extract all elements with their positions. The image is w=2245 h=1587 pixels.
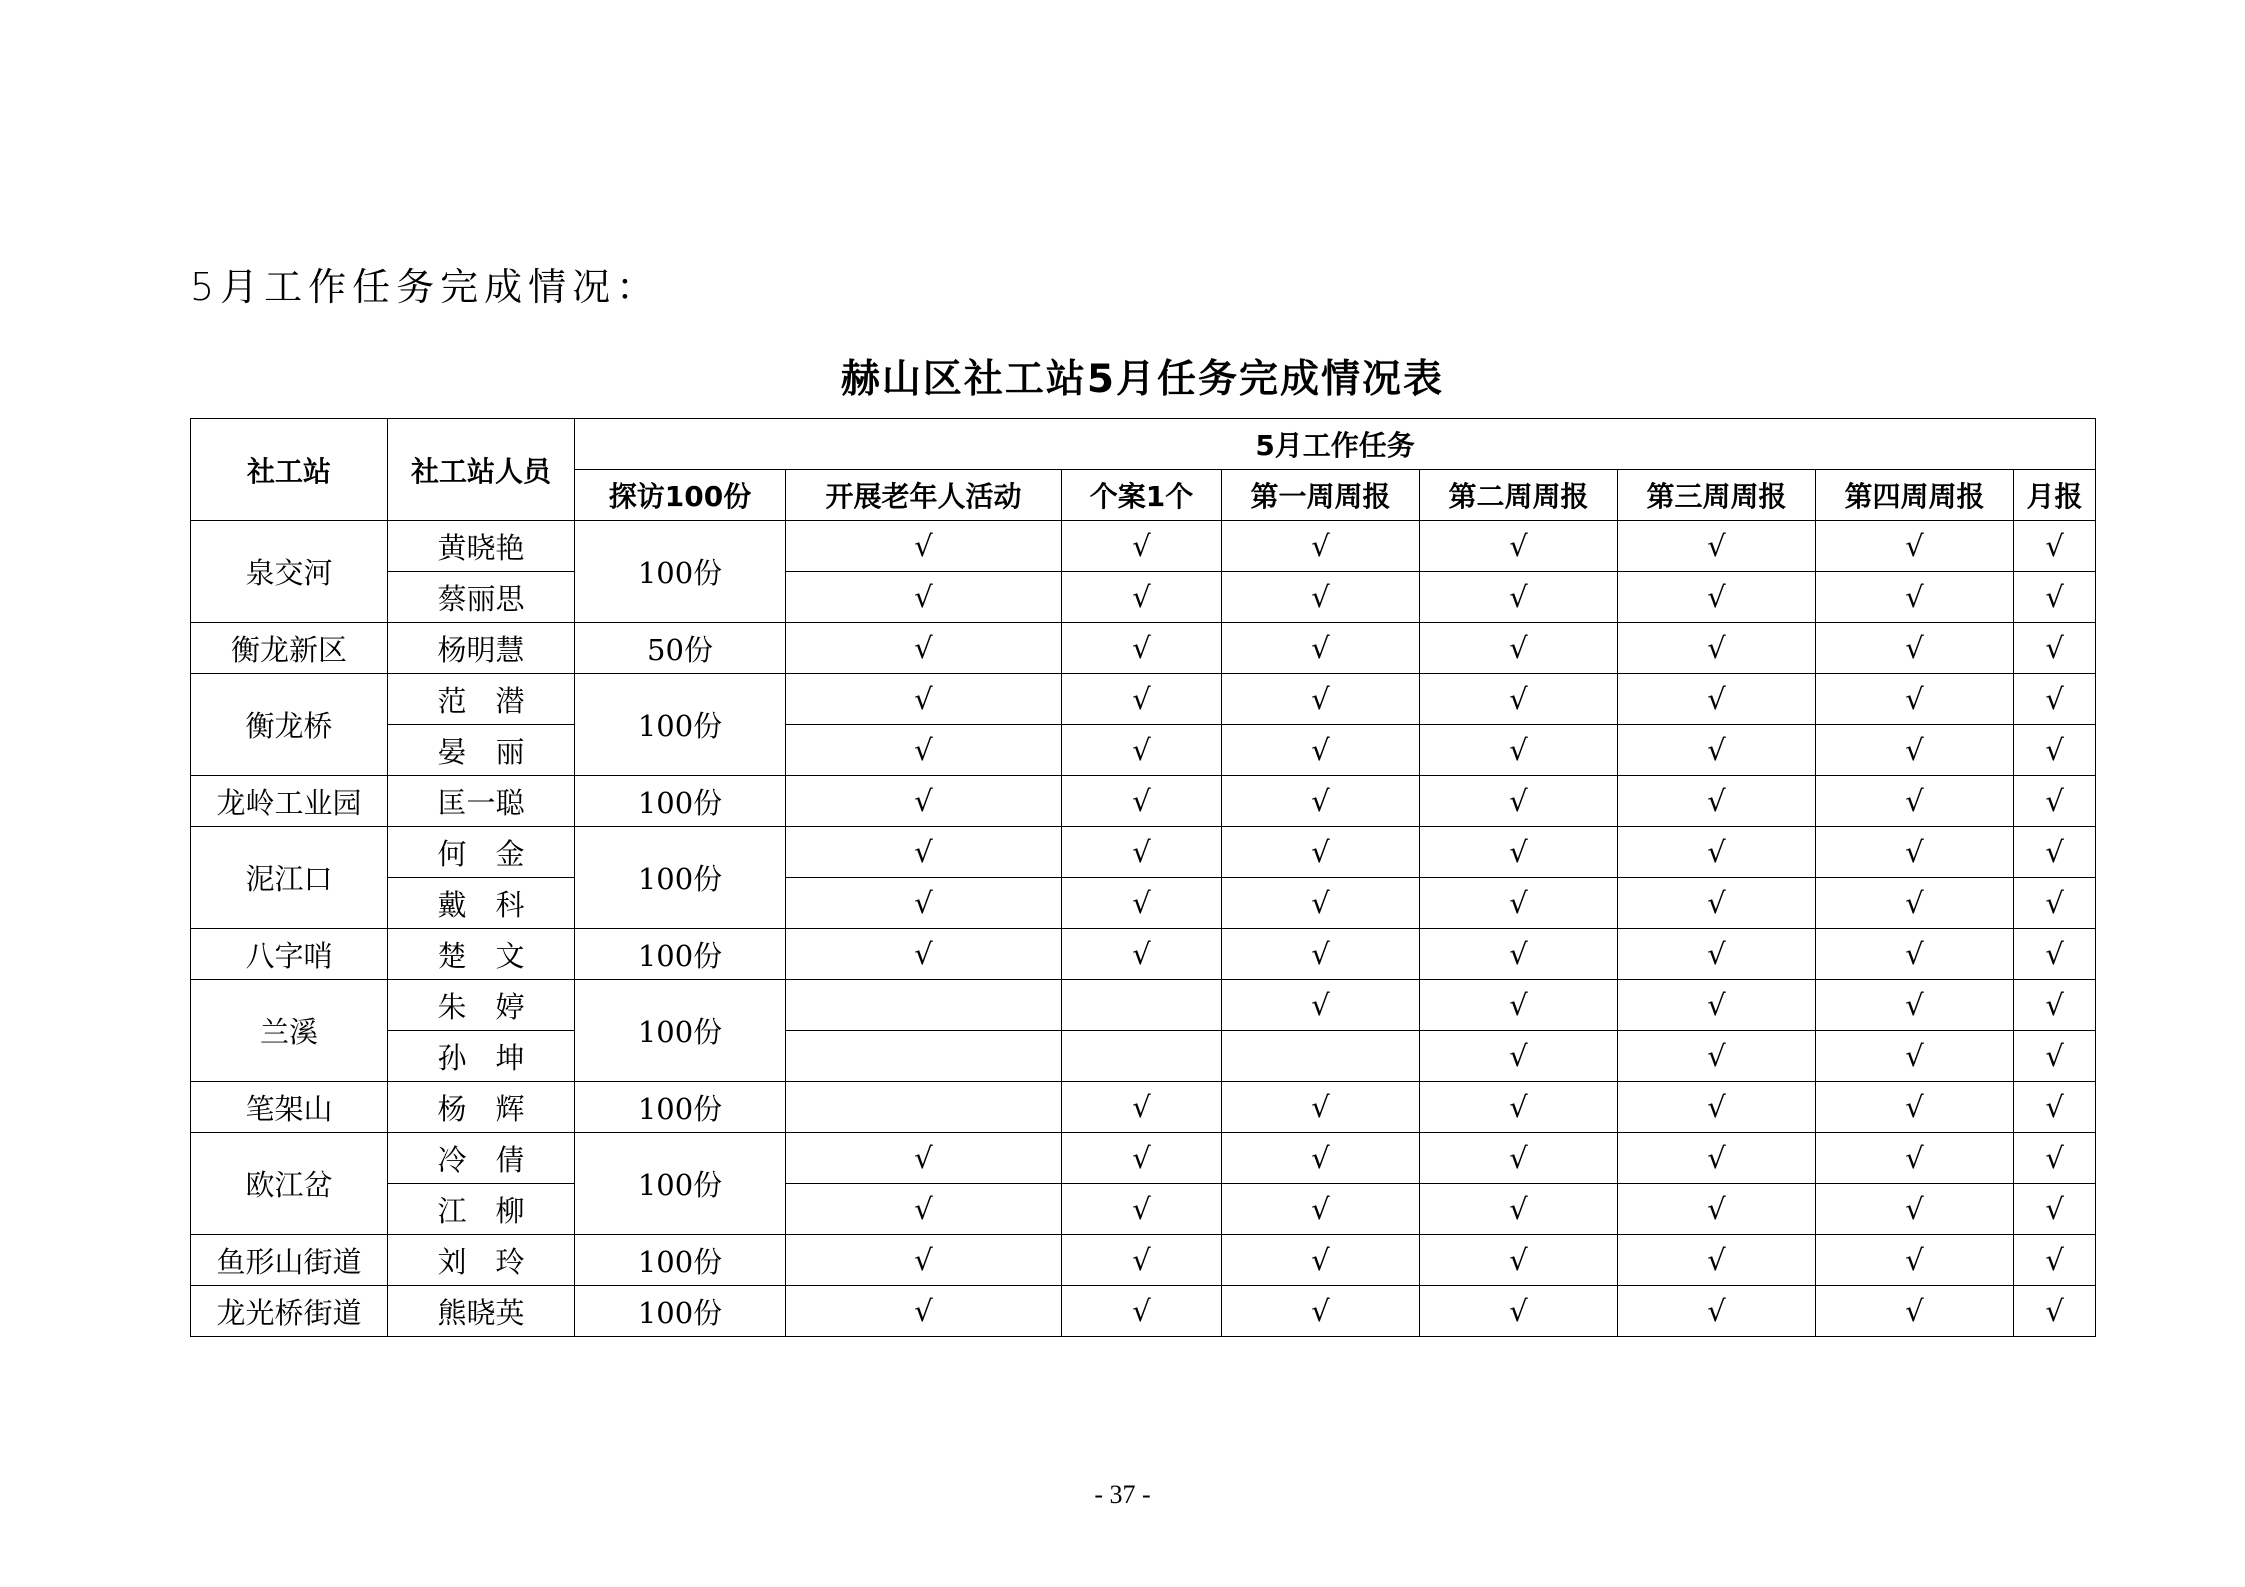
check-mark-icon: √ <box>1132 835 1151 869</box>
check-mark-icon: √ <box>1905 529 1924 563</box>
task-check-cell <box>2014 878 2096 929</box>
check-mark-icon: √ <box>1311 733 1330 767</box>
task-check-cell <box>1618 1133 1816 1184</box>
check-mark-icon: √ <box>914 784 933 818</box>
check-mark-icon: √ <box>1509 631 1528 665</box>
task-check-cell <box>1816 929 2014 980</box>
task-check-cell <box>1062 725 1222 776</box>
station-name-cell: 龙光桥街道 <box>191 1286 388 1337</box>
task-check-cell <box>1816 878 2014 929</box>
person-name-cell: 范 潜 <box>388 674 575 725</box>
task-check-cell <box>786 878 1062 929</box>
check-mark-icon: √ <box>1707 580 1726 614</box>
check-mark-icon: √ <box>914 1294 933 1328</box>
check-mark-icon: √ <box>1509 937 1528 971</box>
task-check-cell <box>1420 623 1618 674</box>
check-mark-icon: √ <box>914 886 933 920</box>
station-name-cell: 鱼形山街道 <box>191 1235 388 1286</box>
check-mark-icon: √ <box>1707 529 1726 563</box>
task-check-cell <box>1222 980 1420 1031</box>
person-name-cell: 江 柳 <box>388 1184 575 1235</box>
check-mark-icon: √ <box>1311 529 1330 563</box>
check-mark-icon: √ <box>1509 529 1528 563</box>
station-column-header: 社工站 <box>191 419 388 521</box>
task-check-cell <box>1222 1082 1420 1133</box>
task-check-cell <box>1222 1184 1420 1235</box>
check-mark-icon: √ <box>1707 1090 1726 1124</box>
visits-count-cell: 100份 <box>575 521 786 623</box>
task-check-cell <box>1618 674 1816 725</box>
station-name-cell: 兰溪 <box>191 980 388 1082</box>
task-check-cell <box>2014 623 2096 674</box>
check-mark-icon: √ <box>1707 631 1726 665</box>
check-mark-icon: √ <box>1905 1141 1924 1175</box>
check-mark-icon: √ <box>1905 580 1924 614</box>
visits-count-cell: 100份 <box>575 1235 786 1286</box>
task-check-cell <box>1222 1133 1420 1184</box>
task-check-cell <box>1816 776 2014 827</box>
check-mark-icon: √ <box>1132 1141 1151 1175</box>
task-check-cell <box>2014 1031 2096 1082</box>
task-check-cell <box>1222 878 1420 929</box>
visits-count-cell: 100份 <box>575 776 786 827</box>
check-mark-icon: √ <box>1509 1192 1528 1226</box>
task-check-cell <box>1420 827 1618 878</box>
check-mark-icon: √ <box>914 682 933 716</box>
check-mark-icon: √ <box>1311 1090 1330 1124</box>
task-check-cell <box>1420 1133 1618 1184</box>
station-name-cell: 欧江岔 <box>191 1133 388 1235</box>
task-check-cell <box>2014 521 2096 572</box>
check-mark-icon: √ <box>1509 784 1528 818</box>
task-check-cell <box>2014 1235 2096 1286</box>
table-row <box>191 1235 2096 1286</box>
check-mark-icon: √ <box>1509 1294 1528 1328</box>
task-check-cell <box>1420 1031 1618 1082</box>
check-mark-icon: √ <box>1509 1141 1528 1175</box>
task-check-cell <box>786 572 1062 623</box>
check-mark-icon: √ <box>1905 631 1924 665</box>
task-header-week4-report: 第四周周报 <box>1816 470 2014 521</box>
table-row <box>191 674 2096 725</box>
task-check-cell <box>1816 521 2014 572</box>
task-check-cell <box>1618 827 1816 878</box>
person-name-cell: 刘 玲 <box>388 1235 575 1286</box>
person-name-cell: 杨 辉 <box>388 1082 575 1133</box>
task-check-cell <box>1062 929 1222 980</box>
task-check-cell <box>1618 980 1816 1031</box>
task-check-cell <box>786 674 1062 725</box>
check-mark-icon: √ <box>914 1243 933 1277</box>
check-mark-icon: √ <box>1707 733 1726 767</box>
task-header-elderly-activity: 开展老年人活动 <box>786 470 1062 521</box>
check-mark-icon: √ <box>2045 1141 2064 1175</box>
task-check-cell <box>1222 725 1420 776</box>
check-mark-icon: √ <box>1132 631 1151 665</box>
page-number: - 37 - <box>1094 1480 1151 1509</box>
task-check-cell <box>1420 572 1618 623</box>
station-name-cell: 笔架山 <box>191 1082 388 1133</box>
check-mark-icon: √ <box>1311 988 1330 1022</box>
person-name-cell: 冷 倩 <box>388 1133 575 1184</box>
task-check-cell <box>1062 980 1222 1031</box>
check-mark-icon: √ <box>2045 784 2064 818</box>
task-check-cell <box>1062 1082 1222 1133</box>
check-mark-icon: √ <box>1707 835 1726 869</box>
check-mark-icon: √ <box>1707 1141 1726 1175</box>
check-mark-icon: √ <box>1132 529 1151 563</box>
station-name-cell: 泉交河 <box>191 521 388 623</box>
person-name-cell: 孙 坤 <box>388 1031 575 1082</box>
table-row <box>191 1082 2096 1133</box>
check-mark-icon: √ <box>1132 1192 1151 1226</box>
check-mark-icon: √ <box>914 529 933 563</box>
task-check-cell <box>1816 827 2014 878</box>
task-check-cell <box>786 1184 1062 1235</box>
task-check-cell <box>1618 1184 1816 1235</box>
task-check-cell <box>1222 929 1420 980</box>
check-mark-icon: √ <box>1509 1039 1528 1073</box>
task-check-cell <box>1222 827 1420 878</box>
task-check-cell <box>786 725 1062 776</box>
check-mark-icon: √ <box>2045 988 2064 1022</box>
task-check-cell <box>1618 725 1816 776</box>
task-check-cell <box>1420 521 1618 572</box>
check-mark-icon: √ <box>1707 988 1726 1022</box>
task-check-cell <box>1420 776 1618 827</box>
table-row <box>191 1286 2096 1337</box>
task-check-cell <box>1222 521 1420 572</box>
person-name-cell: 黄晓艳 <box>388 521 575 572</box>
task-header-week2-report: 第二周周报 <box>1420 470 1618 521</box>
task-check-cell <box>1618 878 1816 929</box>
check-mark-icon: √ <box>1509 988 1528 1022</box>
table-row <box>191 776 2096 827</box>
check-mark-icon: √ <box>1132 784 1151 818</box>
check-mark-icon: √ <box>1311 631 1330 665</box>
check-mark-icon: √ <box>1905 733 1924 767</box>
task-check-cell <box>786 1133 1062 1184</box>
check-mark-icon: √ <box>2045 682 2064 716</box>
check-mark-icon: √ <box>1132 1294 1151 1328</box>
check-mark-icon: √ <box>914 1141 933 1175</box>
check-mark-icon: √ <box>1132 1243 1151 1277</box>
check-mark-icon: √ <box>914 580 933 614</box>
task-check-cell <box>1062 674 1222 725</box>
table-row <box>191 1133 2096 1184</box>
table-row <box>191 929 2096 980</box>
check-mark-icon: √ <box>1311 682 1330 716</box>
visits-count-cell: 100份 <box>575 929 786 980</box>
check-mark-icon: √ <box>2045 1243 2064 1277</box>
check-mark-icon: √ <box>1707 784 1726 818</box>
station-name-cell: 龙岭工业园 <box>191 776 388 827</box>
task-check-cell <box>2014 980 2096 1031</box>
table-row <box>191 878 2096 929</box>
table-row <box>191 725 2096 776</box>
task-check-cell <box>1062 1133 1222 1184</box>
check-mark-icon: √ <box>914 937 933 971</box>
table-row <box>191 623 2096 674</box>
table-row <box>191 1031 2096 1082</box>
table-body <box>191 521 2096 1337</box>
task-check-cell <box>1222 674 1420 725</box>
check-mark-icon: √ <box>1905 682 1924 716</box>
check-mark-icon: √ <box>1707 1243 1726 1277</box>
task-check-cell <box>1062 1235 1222 1286</box>
header-row-1 <box>191 419 2096 470</box>
check-mark-icon: √ <box>1311 784 1330 818</box>
task-check-cell <box>1816 1082 2014 1133</box>
task-check-cell <box>1618 1235 1816 1286</box>
table-row <box>191 1184 2096 1235</box>
task-check-cell <box>786 1235 1062 1286</box>
check-mark-icon: √ <box>914 631 933 665</box>
check-mark-icon: √ <box>2045 1294 2064 1328</box>
check-mark-icon: √ <box>1707 886 1726 920</box>
check-mark-icon: √ <box>1509 835 1528 869</box>
check-mark-icon: √ <box>914 733 933 767</box>
task-check-cell <box>1420 929 1618 980</box>
check-mark-icon: √ <box>1311 886 1330 920</box>
check-mark-icon: √ <box>1905 1192 1924 1226</box>
task-check-cell <box>1618 623 1816 674</box>
person-name-cell: 匡一聪 <box>388 776 575 827</box>
check-mark-icon: √ <box>1707 1192 1726 1226</box>
check-mark-icon: √ <box>1509 1243 1528 1277</box>
visits-count-cell: 100份 <box>575 1133 786 1235</box>
task-check-cell <box>1062 1184 1222 1235</box>
check-mark-icon: √ <box>2045 529 2064 563</box>
task-check-cell <box>1816 1235 2014 1286</box>
check-mark-icon: √ <box>914 835 933 869</box>
task-check-cell <box>1420 1082 1618 1133</box>
check-mark-icon: √ <box>1905 988 1924 1022</box>
check-mark-icon: √ <box>1132 580 1151 614</box>
task-check-cell <box>1222 623 1420 674</box>
person-name-cell: 蔡丽思 <box>388 572 575 623</box>
task-check-cell <box>786 929 1062 980</box>
task-check-cell <box>1816 1031 2014 1082</box>
check-mark-icon: √ <box>1707 937 1726 971</box>
task-completion-table <box>190 418 2096 1337</box>
intro-heading: 5月工作任务完成情况： <box>190 265 661 309</box>
check-mark-icon: √ <box>1905 1243 1924 1277</box>
task-check-cell <box>1222 1286 1420 1337</box>
task-check-cell <box>1816 674 2014 725</box>
person-name-cell: 何 金 <box>388 827 575 878</box>
task-check-cell <box>786 1082 1062 1133</box>
person-name-cell: 戴 科 <box>388 878 575 929</box>
check-mark-icon: √ <box>1905 1039 1924 1073</box>
task-check-cell <box>1618 776 1816 827</box>
check-mark-icon: √ <box>1311 937 1330 971</box>
task-check-cell <box>786 521 1062 572</box>
task-check-cell <box>1420 674 1618 725</box>
check-mark-icon: √ <box>1905 937 1924 971</box>
task-check-cell <box>786 776 1062 827</box>
task-check-cell <box>1420 878 1618 929</box>
check-mark-icon: √ <box>1311 580 1330 614</box>
check-mark-icon: √ <box>1509 1090 1528 1124</box>
task-check-cell <box>786 980 1062 1031</box>
check-mark-icon: √ <box>1132 1090 1151 1124</box>
task-check-cell <box>2014 1286 2096 1337</box>
person-column-header: 社工站人员 <box>388 419 575 521</box>
visits-count-cell: 100份 <box>575 1082 786 1133</box>
visits-count-cell: 100份 <box>575 827 786 929</box>
check-mark-icon: √ <box>1905 1090 1924 1124</box>
person-name-cell: 朱 婷 <box>388 980 575 1031</box>
task-check-cell <box>1062 572 1222 623</box>
visits-count-cell: 100份 <box>575 674 786 776</box>
task-check-cell <box>1816 572 2014 623</box>
check-mark-icon: √ <box>1311 1141 1330 1175</box>
task-check-cell <box>2014 827 2096 878</box>
check-mark-icon: √ <box>1707 1039 1726 1073</box>
task-check-cell <box>1062 1031 1222 1082</box>
task-header-case: 个案1个 <box>1062 470 1222 521</box>
visits-count-cell: 100份 <box>575 1286 786 1337</box>
check-mark-icon: √ <box>2045 1090 2064 1124</box>
person-name-cell: 熊晓英 <box>388 1286 575 1337</box>
task-check-cell <box>1062 1286 1222 1337</box>
task-check-cell <box>1816 623 2014 674</box>
check-mark-icon: √ <box>1311 1192 1330 1226</box>
table-row <box>191 827 2096 878</box>
check-mark-icon: √ <box>1132 937 1151 971</box>
check-mark-icon: √ <box>1905 1294 1924 1328</box>
task-check-cell <box>1222 572 1420 623</box>
table-row <box>191 980 2096 1031</box>
task-check-cell <box>1816 1184 2014 1235</box>
check-mark-icon: √ <box>2045 580 2064 614</box>
check-mark-icon: √ <box>1132 682 1151 716</box>
task-check-cell <box>1618 1082 1816 1133</box>
task-check-cell <box>1420 1184 1618 1235</box>
task-check-cell <box>1062 521 1222 572</box>
table-row <box>191 572 2096 623</box>
task-check-cell <box>1816 1133 2014 1184</box>
station-name-cell: 八字哨 <box>191 929 388 980</box>
station-name-cell: 衡龙新区 <box>191 623 388 674</box>
table-title: 赫山区社工站5月任务完成情况表 <box>840 357 1445 402</box>
task-check-cell <box>1816 980 2014 1031</box>
task-check-cell <box>786 1031 1062 1082</box>
check-mark-icon: √ <box>1311 835 1330 869</box>
task-check-cell <box>786 827 1062 878</box>
check-mark-icon: √ <box>1311 1294 1330 1328</box>
check-mark-icon: √ <box>1509 886 1528 920</box>
visits-count-cell: 50份 <box>575 623 786 674</box>
check-mark-icon: √ <box>1132 886 1151 920</box>
task-check-cell <box>786 623 1062 674</box>
person-name-cell: 楚 文 <box>388 929 575 980</box>
station-name-cell: 泥江口 <box>191 827 388 929</box>
task-check-cell <box>2014 1133 2096 1184</box>
check-mark-icon: √ <box>1905 886 1924 920</box>
task-check-cell <box>1618 521 1816 572</box>
check-mark-icon: √ <box>1707 682 1726 716</box>
check-mark-icon: √ <box>1905 835 1924 869</box>
check-mark-icon: √ <box>2045 733 2064 767</box>
task-check-cell <box>1420 1235 1618 1286</box>
task-check-cell <box>1062 776 1222 827</box>
task-check-cell <box>1816 1286 2014 1337</box>
check-mark-icon: √ <box>1311 1243 1330 1277</box>
task-group-header: 5月工作任务 <box>575 419 2096 470</box>
task-check-cell <box>1062 878 1222 929</box>
check-mark-icon: √ <box>2045 835 2064 869</box>
task-header-week3-report: 第三周周报 <box>1618 470 1816 521</box>
task-check-cell <box>2014 572 2096 623</box>
task-check-cell <box>2014 1082 2096 1133</box>
check-mark-icon: √ <box>914 1192 933 1226</box>
station-name-cell: 衡龙桥 <box>191 674 388 776</box>
task-check-cell <box>1222 776 1420 827</box>
check-mark-icon: √ <box>1509 682 1528 716</box>
check-mark-icon: √ <box>2045 937 2064 971</box>
check-mark-icon: √ <box>1509 733 1528 767</box>
task-check-cell <box>2014 1184 2096 1235</box>
check-mark-icon: √ <box>2045 1192 2064 1226</box>
person-name-cell: 杨明慧 <box>388 623 575 674</box>
check-mark-icon: √ <box>2045 1039 2064 1073</box>
check-mark-icon: √ <box>1509 580 1528 614</box>
check-mark-icon: √ <box>2045 631 2064 665</box>
visits-count-cell: 100份 <box>575 980 786 1082</box>
task-check-cell <box>1618 1286 1816 1337</box>
person-name-cell: 晏 丽 <box>388 725 575 776</box>
task-check-cell <box>1420 1286 1618 1337</box>
task-check-cell <box>786 1286 1062 1337</box>
check-mark-icon: √ <box>2045 886 2064 920</box>
task-header-monthly-report: 月报 <box>2014 470 2096 521</box>
table-row <box>191 521 2096 572</box>
check-mark-icon: √ <box>1905 784 1924 818</box>
task-check-cell <box>1062 623 1222 674</box>
task-check-cell <box>1816 725 2014 776</box>
check-mark-icon: √ <box>1707 1294 1726 1328</box>
task-check-cell <box>1618 1031 1816 1082</box>
task-header-visits: 探访100份 <box>575 470 786 521</box>
task-header-week1-report: 第一周周报 <box>1222 470 1420 521</box>
task-check-cell <box>1618 929 1816 980</box>
task-check-cell <box>1420 980 1618 1031</box>
task-check-cell <box>2014 725 2096 776</box>
task-check-cell <box>1618 572 1816 623</box>
task-check-cell <box>1222 1235 1420 1286</box>
task-check-cell <box>2014 929 2096 980</box>
task-check-cell <box>1222 1031 1420 1082</box>
check-mark-icon: √ <box>1132 733 1151 767</box>
task-check-cell <box>1062 827 1222 878</box>
task-check-cell <box>2014 674 2096 725</box>
task-check-cell <box>2014 776 2096 827</box>
task-check-cell <box>1420 725 1618 776</box>
